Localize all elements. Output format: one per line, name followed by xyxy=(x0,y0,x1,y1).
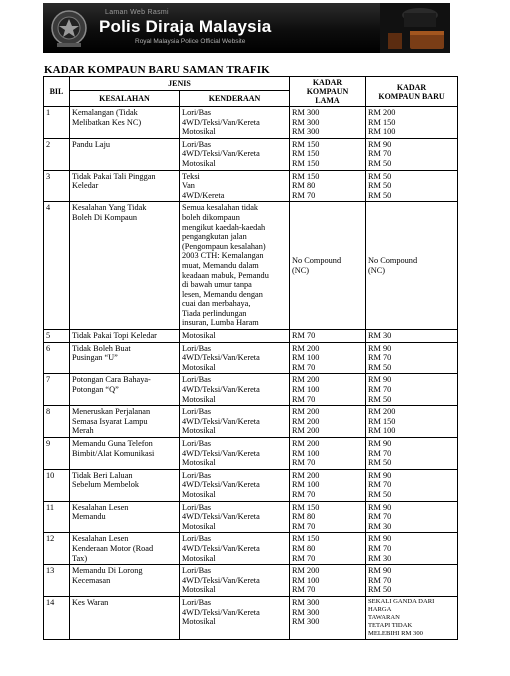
cell-kesalahan: Potongan Cara Bahaya- Potongan “Q” xyxy=(70,374,180,406)
cell-bil: 9 xyxy=(44,438,70,470)
cell-bil: 2 xyxy=(44,138,70,170)
banner-small-text: Laman Web Rasmi xyxy=(105,9,169,16)
cell-kenderaan: Lori/Bas 4WD/Teksi/Van/Kereta Motosikal xyxy=(180,469,290,501)
cell-bil: 7 xyxy=(44,374,70,406)
cell-kesalahan: Kemalangan (Tidak Melibatkan Kes NC) xyxy=(70,107,180,139)
cell-kadar-lama: RM 300 RM 300 RM 300 xyxy=(290,596,366,639)
cell-kesalahan: Kesalahan Lesen Memandu xyxy=(70,501,180,533)
cell-kesalahan: Tidak Pakai Tali Pinggan Keledar xyxy=(70,170,180,202)
cell-kadar-lama: RM 150 RM 80 RM 70 xyxy=(290,170,366,202)
cell-kenderaan: Lori/Bas 4WD/Teksi/Van/Kereta Motosikal xyxy=(180,374,290,406)
cell-kesalahan: Memandu Di Lorong Kecemasan xyxy=(70,565,180,597)
cell-bil: 5 xyxy=(44,330,70,343)
header-jenis: JENIS xyxy=(70,77,290,91)
table-row xyxy=(44,565,458,597)
cell-kesalahan: Meneruskan Perjalanan Semasa Isyarat Lampu Merah xyxy=(70,406,180,438)
cell-bil: 8 xyxy=(44,406,70,438)
cell-kadar-lama: RM 200 RM 100 RM 70 xyxy=(290,469,366,501)
cell-bil: 12 xyxy=(44,533,70,565)
header-kesalahan: KESALAHAN xyxy=(70,90,180,106)
table-row xyxy=(44,138,458,170)
cell-kadar-baru: RM 200 RM 150 RM 100 xyxy=(366,107,458,139)
cell-kenderaan: Lori/Bas 4WD/Teksi/Van/Kereta Motosikal xyxy=(180,533,290,565)
cell-kadar-baru: RM 50 RM 50 RM 50 xyxy=(366,170,458,202)
cell-kadar-baru: No Compound (NC) xyxy=(366,202,458,330)
banner-title: Polis Diraja Malaysia xyxy=(99,17,272,36)
banner-subtitle: Royal Malaysia Police Official Website xyxy=(135,38,246,45)
cell-kesalahan: Tidak Boleh Buat Pusingan “U” xyxy=(70,342,180,374)
table-row xyxy=(44,202,458,330)
cell-kadar-baru: RM 90 RM 70 RM 50 xyxy=(366,342,458,374)
table-row xyxy=(44,330,458,343)
cell-kadar-lama: RM 200 RM 100 RM 70 xyxy=(290,565,366,597)
cell-kenderaan: Lori/Bas 4WD/Teksi/Van/Kereta Motosikal xyxy=(180,596,290,639)
cell-kadar-lama: RM 300 RM 300 RM 300 xyxy=(290,107,366,139)
cell-kadar-baru: RM 90 RM 70 RM 30 xyxy=(366,501,458,533)
cell-bil: 4 xyxy=(44,202,70,330)
cell-kenderaan: Semua kesalahan tidak boleh dikompaun mengikut kaedah-kaedah pengangkutan jalan (Pengompaun kesalahan) 2003 CTH: Kemalangan muat, Memandu dalam keadaan mabuk, Pemandu di bawah umur tanpa lesen, Memandu dengan cuai dan merbahaya, Tiada perlindungan insuran, Lumba Haram xyxy=(180,202,290,330)
page-title: KADAR KOMPAUN BARU SAMAN TRAFIK xyxy=(44,64,270,76)
table-row xyxy=(44,438,458,470)
cell-bil: 1 xyxy=(44,107,70,139)
cell-kadar-lama: RM 200 RM 100 RM 70 xyxy=(290,438,366,470)
site-banner xyxy=(43,3,450,53)
cell-kadar-baru: SEKALI GANDA DARI HARGA TAWARAN TETAPI TIDAK MELEBIHI RM 300 xyxy=(366,596,458,639)
cell-kadar-lama: RM 150 RM 80 RM 70 xyxy=(290,533,366,565)
table-row xyxy=(44,170,458,202)
cell-kesalahan: Tidak Pakai Topi Keledar xyxy=(70,330,180,343)
cell-kenderaan: Lori/Bas 4WD/Teksi/Van/Kereta Motosikal xyxy=(180,406,290,438)
cell-kesalahan: Memandu Guna Telefon Bimbit/Alat Komunikasi xyxy=(70,438,180,470)
cell-kenderaan: Lori/Bas 4WD/Teksi/Van/Kereta Motosikal xyxy=(180,138,290,170)
cell-kadar-lama: No Compound (NC) xyxy=(290,202,366,330)
cell-kadar-lama: RM 70 xyxy=(290,330,366,343)
cell-kenderaan: Lori/Bas 4WD/Teksi/Van/Kereta Motosikal xyxy=(180,438,290,470)
table-row xyxy=(44,342,458,374)
table-row xyxy=(44,469,458,501)
cell-bil: 6 xyxy=(44,342,70,374)
table-row xyxy=(44,533,458,565)
cell-kadar-lama: RM 150 RM 80 RM 70 xyxy=(290,501,366,533)
cell-bil: 10 xyxy=(44,469,70,501)
cell-kadar-baru: RM 90 RM 70 RM 50 xyxy=(366,565,458,597)
cell-kadar-baru: RM 200 RM 150 RM 100 xyxy=(366,406,458,438)
cell-kadar-lama: RM 200 RM 200 RM 200 xyxy=(290,406,366,438)
cell-kadar-lama: RM 200 RM 100 RM 70 xyxy=(290,374,366,406)
cell-kenderaan: Motosikal xyxy=(180,330,290,343)
cell-kesalahan: Kesalahan Yang Tidak Boleh Di Kompaun xyxy=(70,202,180,330)
table-row xyxy=(44,107,458,139)
cell-bil: 3 xyxy=(44,170,70,202)
cell-kesalahan: Kes Waran xyxy=(70,596,180,639)
table-row xyxy=(44,596,458,639)
cell-kenderaan: Lori/Bas 4WD/Teksi/Van/Kereta Motosikal xyxy=(180,565,290,597)
cell-bil: 11 xyxy=(44,501,70,533)
cell-kesalahan: Tidak Beri Laluan Sebelum Membelok xyxy=(70,469,180,501)
header-bil: BIL xyxy=(44,77,70,107)
header-kenderaan: KENDERAAN xyxy=(180,90,290,106)
table-row xyxy=(44,501,458,533)
cell-kenderaan: Lori/Bas 4WD/Teksi/Van/Kereta Motosikal xyxy=(180,342,290,374)
cell-kadar-lama: RM 200 RM 100 RM 70 xyxy=(290,342,366,374)
cell-kenderaan: Lori/Bas 4WD/Teksi/Van/Kereta Motosikal xyxy=(180,501,290,533)
cell-kesalahan: Kesalahan Lesen Kenderaan Motor (Road Tax) xyxy=(70,533,180,565)
cell-bil: 14 xyxy=(44,596,70,639)
police-crest-logo xyxy=(49,7,89,49)
cell-kesalahan: Pandu Laju xyxy=(70,138,180,170)
cell-kenderaan: Teksi Van 4WD/Kereta xyxy=(180,170,290,202)
header-kadar-baru: KADAR KOMPAUN BARU xyxy=(366,77,458,107)
compound-rates-table xyxy=(43,76,458,640)
table-row xyxy=(44,374,458,406)
cell-kadar-baru: RM 90 RM 70 RM 50 xyxy=(366,438,458,470)
banner-decoration-image xyxy=(380,3,450,53)
cell-kadar-lama: RM 150 RM 150 RM 150 xyxy=(290,138,366,170)
cell-kadar-baru: RM 90 RM 70 RM 50 xyxy=(366,469,458,501)
cell-kadar-baru: RM 30 xyxy=(366,330,458,343)
table-row xyxy=(44,406,458,438)
cell-bil: 13 xyxy=(44,565,70,597)
cell-kadar-baru: RM 90 RM 70 RM 50 xyxy=(366,138,458,170)
header-kadar-lama: KADAR KOMPAUN LAMA xyxy=(290,77,366,107)
cell-kadar-baru: RM 90 RM 70 RM 50 xyxy=(366,374,458,406)
cell-kadar-baru: RM 90 RM 70 RM 30 xyxy=(366,533,458,565)
cell-kenderaan: Lori/Bas 4WD/Teksi/Van/Kereta Motosikal xyxy=(180,107,290,139)
